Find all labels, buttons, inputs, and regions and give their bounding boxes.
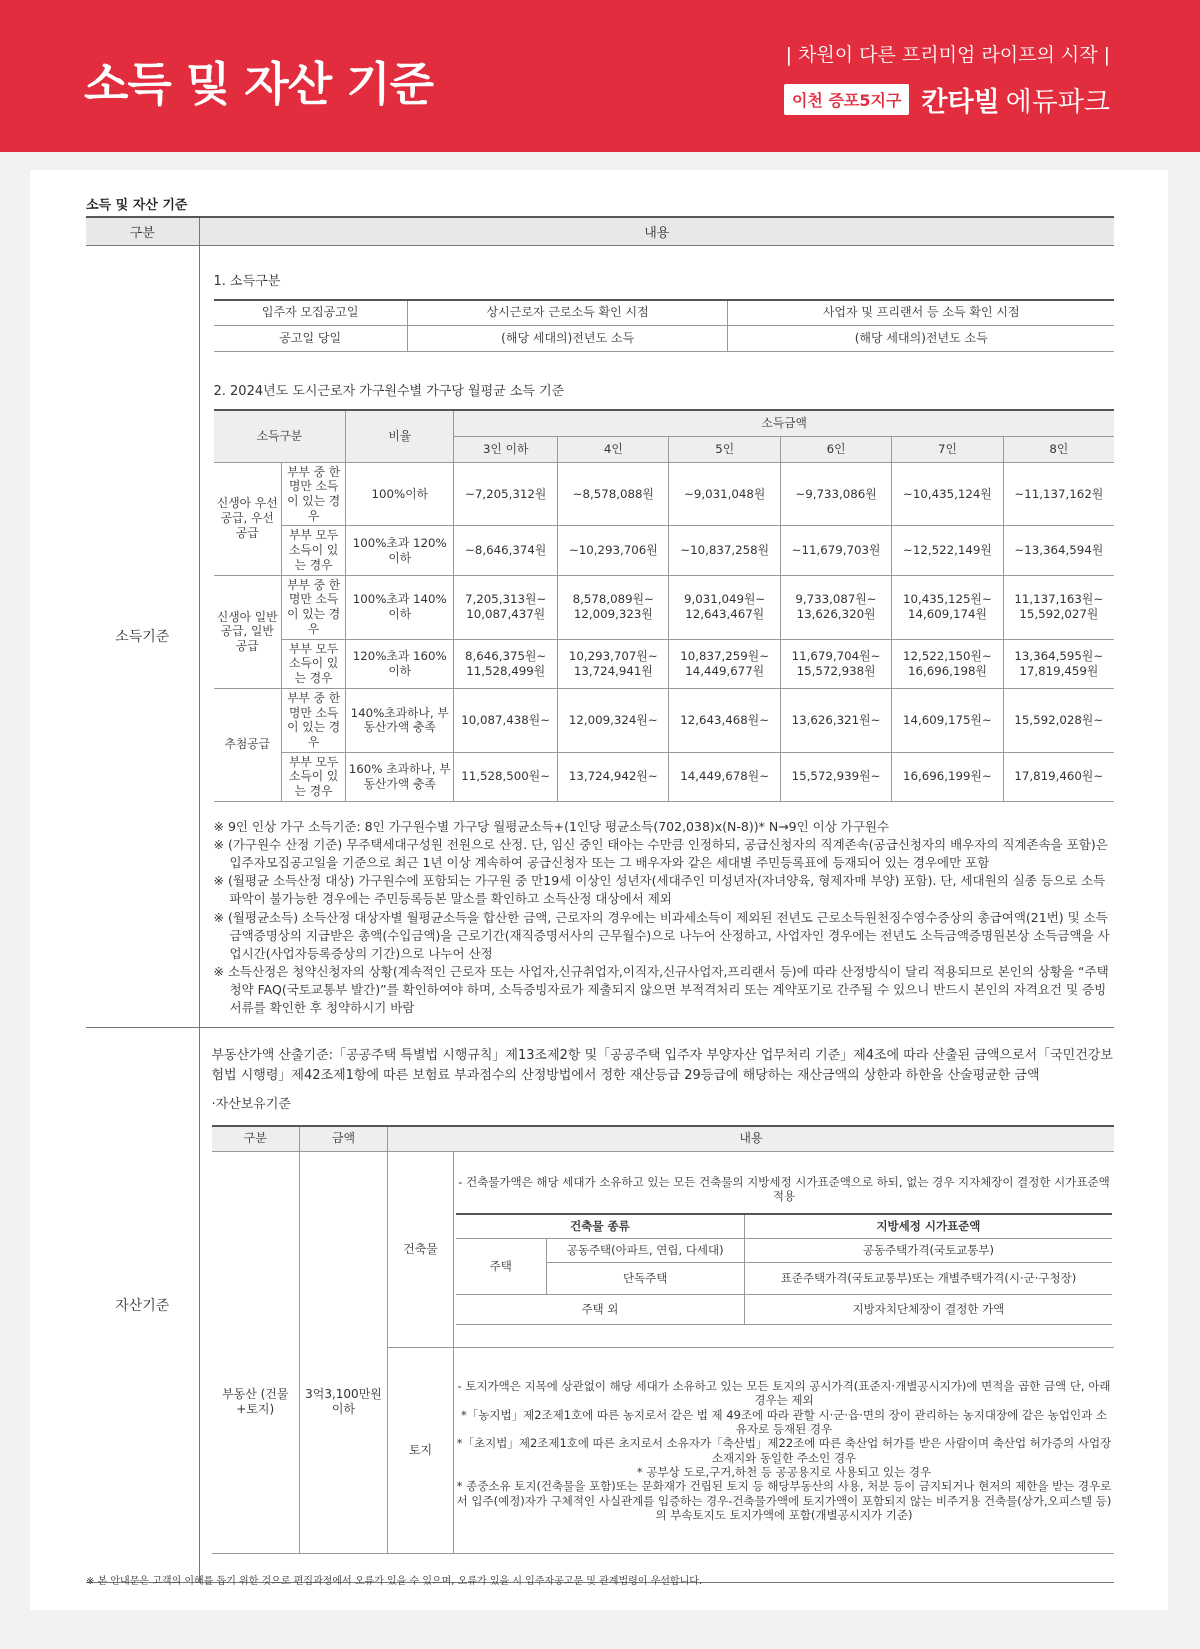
t2-sub: 부부 중 한명만 소득이 있는 경우 [282,688,346,752]
land-line: *「농지법」제2조제1호에 따른 농지로서 같은 법 제 49조에 따라 관할 시·군·읍·면의 장이 관리하는 농지대장에 같은 농업인과 소유자로 등재된 경우 [461,1407,1107,1436]
t2-value: 10,293,707원~ 13,724,941원 [558,639,669,688]
criteria-table [86,216,1114,1583]
t1-cell: (해당 세대의)전년도 소득 [728,326,1114,352]
brand-logo [784,82,1110,116]
note: ※ (월평균소득) 소득산정 대상자별 월평균소득을 합산한 금액, 근로자의 경우에는 비과세소득이 제외된 전년도 근로소득원천징수영수증상의 총급여액(21번) 및 소득금액증명상의 지급받은 총액(수입금액)을 근로기간(재직증명서사의 근무월수)으로 나누어 산정하고, 사업자인 경우에는 전년도 소득금액증명원본상 소득금액을 사업시간(사업자등록증상의 기간)으로 나누어 산정 [213,909,1110,961]
bt-cell: 표준주택가격(국토교통부)또는 개별주택가격(시·군·구청장) [744,1262,1112,1294]
slogan: | 차원이 다른 프리미엄 라이프의 시작 | [785,44,1110,66]
t1-cell: (해당 세대의)전년도 소득 [407,326,728,352]
t2-value: 9,733,087원~ 13,626,320원 [780,575,891,639]
brand-name: 칸타빌 [921,86,1000,118]
t2-value: 12,643,468원~ [669,688,780,752]
t2-ratio: 100%이하 [346,462,454,526]
t2-group: 신생아 우선공급, 우선공급 [214,462,282,575]
t2-value: ~13,364,594원 [1003,526,1114,575]
asset-table [212,1125,1115,1555]
t2-value: 11,137,163원~ 15,592,027원 [1003,575,1114,639]
t2-value: 16,696,199원~ [892,752,1003,801]
building-label: 건축물 [388,1152,454,1348]
t2-value: 14,609,175원~ [892,688,1003,752]
t2-value: ~12,522,149원 [892,526,1003,575]
brand-sub: 에듀파크 [1005,86,1110,118]
t2-value: 15,572,939원~ [780,752,891,801]
t2-value: 11,679,704원~ 15,572,938원 [780,639,891,688]
bt-cell: 공동주택가격(국토교통부) [744,1238,1112,1262]
t2-sub: 부부 모두 소득이 있는 경우 [282,752,346,801]
land-line: - 토지가액은 지목에 상관없이 해당 세대가 소유하고 있는 모든 토지의 공시가격(표준지·개별공시지가)에 면적을 곱한 금액 단, 아래 경우는 제외 [457,1378,1111,1408]
land-label: 토지 [388,1348,454,1554]
row-asset-label: 자산기준 [86,1028,199,1583]
income-notes [214,818,1115,1017]
header-banner [0,0,1200,152]
t2-ratio: 100%초과 120%이하 [346,526,454,575]
income-type-table [214,299,1115,353]
t2-size: 3인 이하 [454,436,558,462]
note: ※ 소득산정은 청약신청자의 상황(계속적인 근로자 또는 사업자,신규취업자,이직자,신규사업자,프리랜서 등)에 따라 산정방식이 달리 적용되므로 본인의 상황을 “주택청약 FAQ(국토교통부 발간)”를 확인하여야 하며, 소득증빙자료가 제출되지 않으면 부적격처리 또는 계약포기로 간주될 수 있으니 반드시 본인의 자격요건 및 증빙서류를 확인한 후 청약하시기 바람 [213,963,1109,1016]
t2-value: 12,522,150원~ 16,696,198원 [892,639,1003,688]
t2-ratio: 140%초과하나, 부동산가액 충족 [346,688,454,752]
bt-cell: 주택 외 [456,1294,744,1324]
t2-sub: 부부 모두 소득이 있는 경우 [282,526,346,575]
t2-ratio: 120%초과 160%이하 [346,639,454,688]
note: ※ 9인 인상 가구 소득기준: 8인 가구원수별 가구당 월평균소득+(1인당 평균소득(702,038)x(N-8))* N→9인 이상 가구원수 [213,818,890,834]
t2-value: 15,592,028원~ [1003,688,1114,752]
t2-value: ~8,578,088원 [558,462,669,526]
t2-sub: 부부 중 한명만 소득이 있는 경우 [282,575,346,639]
bt-house: 주택 [456,1238,546,1294]
asset-holding-title: ·자산보유기준 [211,1096,291,1112]
page-title: 소득 및 자산 기준 [84,57,434,111]
note: ※ (월평균 소득산정 대상) 가구원수에 포함되는 가구원 중 만19세 이상인 성년자(세대주인 미성년자(자녀양육, 형제자매 부양) 포함). 단, 세대원의 실종 등으로 소득파악이 불가능한 경우에는 주민등록등본 말소를 확인하고 소득산정 대상에서 제외 [213,873,1106,907]
section-label: 소득 및 자산 기준 [86,198,188,213]
bt-cell: 지방자치단체장이 결정한 가액 [744,1294,1112,1324]
building-content [454,1152,1115,1348]
t2-ratio: 160% 초과하나, 부동산가액 충족 [346,752,454,801]
asset-intro: 부동산가액 산출기준:「공공주택 특별법 시행규칙」제13조제2항 및「공공주택 입주자 부양자산 업무처리 기준」제4조에 따라 산출된 금액으로서「국민건강보험법 시행령」제42조제1항에 따른 보험료 부과점수의 산정방법에서 정한 재산등급 29등급에 해당하는 재산금액의 상한과 하한을 산술평균한 금액 [211,1048,1113,1084]
t2-value: 13,724,942원~ [558,752,669,801]
t2-group: 추첨공급 [214,688,282,801]
t2-size: 6인 [780,436,891,462]
building-type-table [456,1213,1112,1325]
t2-value: 17,819,460원~ [1003,752,1114,801]
t2-value: 9,031,049원~ 12,643,467원 [669,575,780,639]
land-line: * 종중소유 토지(건축물을 포함)또는 문화재가 건립된 토지 등 해당부동산의 사용, 처분 등이 금지되거나 현저의 제한을 받는 경우로서 입주(예정)자가 구체적인 사실관계를 입증하는 경우-건축물가액에 토지가액이 포함되지 않는 비주거용 건축물(상가,오피스텔 등)의 부속토지도 토지가액에 포함(개별공시지가 기준) [456,1479,1112,1523]
t2-size: 8인 [1003,436,1114,462]
asset-amount: 3억3,100만원 이하 [300,1152,388,1554]
t2-value: ~10,837,258원 [669,526,780,575]
bt-cell: 공동주택(아파트, 연립, 다세대) [546,1238,744,1262]
income-section-1-title: 1. 소득구분 [213,273,281,289]
t2-header-amount: 소득금액 [454,410,1114,436]
t2-ratio: 100%초과 140%이하 [346,575,454,639]
t2-value: 10,837,259원~ 14,449,677원 [669,639,780,688]
income-section-2-title: 2. 2024년도 도시근로자 가구원수별 가구당 월평균 소득 기준 [213,384,565,399]
t2-value: 7,205,313원~ 10,087,437원 [454,575,558,639]
note: ※ (가구원수 산정 기준) 무주택세대구성원 전원으로 산정. 단, 임신 중인 태아는 수만큼 인정하되, 공급신청자의 직계존속(공급신청자의 배우자의 직계존속을 포함)은 입주자모집공고일을 기준으로 최근 1년 이상 계속하여 공급신청자 또는 그 배우자와 같은 세대별 주민등록표에 등재되어 있는 경우에만 포함 [213,837,1108,871]
t2-value: ~10,435,124원 [892,462,1003,526]
t2-size: 7인 [892,436,1003,462]
income-amount-table [214,409,1115,802]
asset-kind: 부동산 (건물+토지) [212,1152,300,1554]
t1-header: 입주자 모집공고일 [214,300,408,326]
t2-value: 11,528,500원~ [454,752,558,801]
asset-content [199,1028,1114,1583]
t2-value: 8,578,089원~ 12,009,323원 [558,575,669,639]
header-category: 구분 [86,217,199,245]
land-line: *「초지법」제2조제1호에 따른 초지로서 소유자가「축산법」제22조에 따른 축산업 허가를 받은 사람이며 축산업 허가증의 사업장 소재지와 동일한 주소인 경우 [456,1436,1112,1465]
income-content [199,245,1114,1028]
t2-value: ~11,137,162원 [1003,462,1114,526]
t2-sub: 부부 모두 소득이 있는 경우 [282,639,346,688]
t1-header: 사업자 및 프리랜서 등 소득 확인 시점 [728,300,1114,326]
bt-header: 지방세정 시가표준액 [744,1214,1112,1238]
asset-header: 내용 [388,1126,1115,1152]
t2-value: 10,435,125원~ 14,609,174원 [892,575,1003,639]
building-desc: - 건축물가액은 해당 세대가 소유하고 있는 모든 건축물의 지방세정 시가표준액으로 하되, 없는 경우 지자체장이 결정한 시가표준액 적용 [458,1174,1110,1203]
t2-value: ~9,733,086원 [780,462,891,526]
t2-value: 14,449,678원~ [669,752,780,801]
t1-cell: 공고일 당일 [214,326,408,352]
asset-header: 구분 [212,1126,300,1152]
t1-header: 상시근로자 근로소득 확인 시점 [407,300,728,326]
t2-header-ratio: 비율 [346,410,454,462]
bt-header: 건축물 종류 [456,1214,744,1238]
t2-value: ~8,646,374원 [454,526,558,575]
district-badge: 이천 증포5지구 [784,84,909,115]
t2-value: 12,009,324원~ [558,688,669,752]
t2-value: ~7,205,312원 [454,462,558,526]
t2-value: 10,087,438원~ [454,688,558,752]
t2-sub: 부부 중 한명만 소득이 있는 경우 [282,462,346,526]
t2-header-type: 소득구분 [214,410,346,462]
footnote: ※ 본 안내문은 고객의 이해를 돕기 위한 것으로 편집과정에서 오류가 있을 수 있으며, 오류가 있을 시 입주자공고문 및 관계법령이 우선합니다. [86,1576,703,1587]
t2-size: 4인 [558,436,669,462]
row-income-label: 소득기준 [86,245,199,1028]
t2-value: 13,364,595원~ 17,819,459원 [1003,639,1114,688]
t2-value: ~11,679,703원 [780,526,891,575]
bt-cell: 단독주택 [546,1262,744,1294]
t2-value: ~9,031,048원 [669,462,780,526]
t2-value: 8,646,375원~ 11,528,499원 [454,639,558,688]
header-content: 내용 [199,217,1114,245]
land-content [454,1348,1115,1554]
land-line: * 공부상 도로,구거,하천 등 공공용지로 사용되고 있는 경우 [636,1465,932,1480]
t2-value: 13,626,321원~ [780,688,891,752]
t2-value: ~10,293,706원 [558,526,669,575]
t2-group: 신생아 일반공급, 일반공급 [214,575,282,688]
t2-size: 5인 [669,436,780,462]
asset-header: 금액 [300,1126,388,1152]
